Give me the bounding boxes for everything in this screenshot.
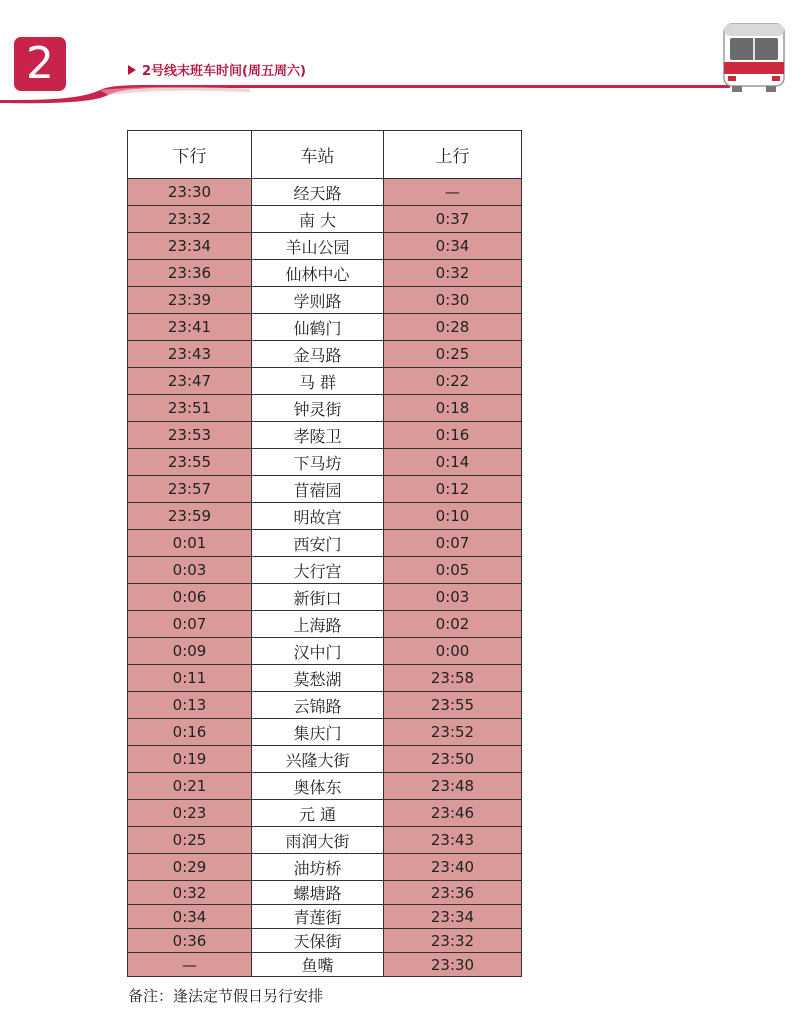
footnote: 备注：逢法定节假日另行安排 — [128, 987, 324, 1005]
down-time-cell: 0:01 — [128, 530, 252, 557]
down-time-cell: 23:57 — [128, 476, 252, 503]
table-row — [128, 341, 522, 368]
up-time-cell: 0:30 — [384, 287, 522, 314]
down-time-cell: 23:55 — [128, 449, 252, 476]
station-name-cell: 奥体东 — [252, 773, 384, 800]
station-name-cell: 天保街 — [252, 929, 384, 953]
column-header-up: 上行 — [384, 131, 522, 179]
table-row — [128, 929, 522, 953]
header-swoosh — [0, 80, 793, 104]
up-time-cell: 23:34 — [384, 905, 522, 929]
up-time-cell: 0:03 — [384, 584, 522, 611]
station-name-cell: 仙林中心 — [252, 260, 384, 287]
table-row — [128, 179, 522, 206]
table-row — [128, 854, 522, 881]
station-name-cell: 元 通 — [252, 800, 384, 827]
column-header-down: 下行 — [128, 131, 252, 179]
table-row — [128, 395, 522, 422]
up-time-cell: 0:10 — [384, 503, 522, 530]
up-time-cell: 23:43 — [384, 827, 522, 854]
station-name-cell: 鱼嘴 — [252, 953, 384, 977]
table-row — [128, 692, 522, 719]
table-row — [128, 287, 522, 314]
station-name-cell: 钟灵街 — [252, 395, 384, 422]
page-title-text: 2号线末班车时间(周五周六) — [142, 64, 306, 79]
table-row — [128, 422, 522, 449]
station-name-cell: 上海路 — [252, 611, 384, 638]
table-row — [128, 233, 522, 260]
down-time-cell: 23:47 — [128, 368, 252, 395]
down-time-cell: 0:36 — [128, 929, 252, 953]
station-name-cell: 金马路 — [252, 341, 384, 368]
down-time-cell: 0:13 — [128, 692, 252, 719]
table-row — [128, 665, 522, 692]
table-row — [128, 314, 522, 341]
up-time-cell: 0:18 — [384, 395, 522, 422]
up-time-cell: 23:36 — [384, 881, 522, 905]
up-time-cell: 0:37 — [384, 206, 522, 233]
down-time-cell: 0:29 — [128, 854, 252, 881]
table-row — [128, 530, 522, 557]
table-row — [128, 260, 522, 287]
table-row — [128, 449, 522, 476]
table-row — [128, 881, 522, 905]
station-name-cell: 仙鹤门 — [252, 314, 384, 341]
metro-train-icon — [720, 20, 790, 95]
down-time-cell: 23:32 — [128, 206, 252, 233]
table-row — [128, 368, 522, 395]
down-time-cell: 0:19 — [128, 746, 252, 773]
down-time-cell: 0:23 — [128, 800, 252, 827]
station-name-cell: 油坊桥 — [252, 854, 384, 881]
down-time-cell: 23:51 — [128, 395, 252, 422]
table-row — [128, 584, 522, 611]
table-row — [128, 638, 522, 665]
table-row — [128, 905, 522, 929]
down-time-cell: 23:34 — [128, 233, 252, 260]
table-row — [128, 611, 522, 638]
station-name-cell: 大行宫 — [252, 557, 384, 584]
table-row — [128, 476, 522, 503]
up-time-cell: 0:00 — [384, 638, 522, 665]
station-name-cell: 汉中门 — [252, 638, 384, 665]
down-time-cell: 0:11 — [128, 665, 252, 692]
up-time-cell: 23:30 — [384, 953, 522, 977]
station-name-cell: 兴隆大街 — [252, 746, 384, 773]
station-name-cell: 西安门 — [252, 530, 384, 557]
down-time-cell: — — [128, 953, 252, 977]
down-time-cell: 0:32 — [128, 881, 252, 905]
down-time-cell: 23:39 — [128, 287, 252, 314]
up-time-cell: 0:05 — [384, 557, 522, 584]
page-title — [128, 60, 306, 79]
down-time-cell: 0:25 — [128, 827, 252, 854]
station-name-cell: 学则路 — [252, 287, 384, 314]
down-time-cell: 23:41 — [128, 314, 252, 341]
table-row — [128, 719, 522, 746]
triangle-arrow-icon — [128, 65, 136, 75]
down-time-cell: 0:21 — [128, 773, 252, 800]
station-name-cell: 南 大 — [252, 206, 384, 233]
station-name-cell: 经天路 — [252, 179, 384, 206]
station-name-cell: 马 群 — [252, 368, 384, 395]
up-time-cell: 0:02 — [384, 611, 522, 638]
station-name-cell: 苜蓿园 — [252, 476, 384, 503]
station-name-cell: 明故宫 — [252, 503, 384, 530]
down-time-cell: 0:09 — [128, 638, 252, 665]
station-name-cell: 下马坊 — [252, 449, 384, 476]
up-time-cell: 23:55 — [384, 692, 522, 719]
up-time-cell: 23:32 — [384, 929, 522, 953]
column-header-station: 车站 — [252, 131, 384, 179]
station-name-cell: 羊山公园 — [252, 233, 384, 260]
table-row — [128, 503, 522, 530]
table-header-row — [128, 131, 522, 179]
down-time-cell: 0:03 — [128, 557, 252, 584]
station-name-cell: 孝陵卫 — [252, 422, 384, 449]
table-row — [128, 827, 522, 854]
station-name-cell: 新街口 — [252, 584, 384, 611]
table-row — [128, 953, 522, 977]
up-time-cell: 23:58 — [384, 665, 522, 692]
up-time-cell: 23:46 — [384, 800, 522, 827]
up-time-cell: 0:32 — [384, 260, 522, 287]
down-time-cell: 0:07 — [128, 611, 252, 638]
up-time-cell: 0:28 — [384, 314, 522, 341]
down-time-cell: 23:53 — [128, 422, 252, 449]
down-time-cell: 0:34 — [128, 905, 252, 929]
table-row — [128, 557, 522, 584]
down-time-cell: 0:16 — [128, 719, 252, 746]
up-time-cell: 0:22 — [384, 368, 522, 395]
last-train-timetable — [127, 130, 522, 977]
up-time-cell: 0:14 — [384, 449, 522, 476]
station-name-cell: 青莲街 — [252, 905, 384, 929]
table-row — [128, 773, 522, 800]
up-time-cell: 0:07 — [384, 530, 522, 557]
up-time-cell: 23:52 — [384, 719, 522, 746]
down-time-cell: 23:43 — [128, 341, 252, 368]
up-time-cell: 0:34 — [384, 233, 522, 260]
line-number-badge: 2 — [14, 37, 66, 91]
up-time-cell: 0:25 — [384, 341, 522, 368]
up-time-cell: 23:48 — [384, 773, 522, 800]
station-name-cell: 集庆门 — [252, 719, 384, 746]
station-name-cell: 云锦路 — [252, 692, 384, 719]
station-name-cell: 螺塘路 — [252, 881, 384, 905]
down-time-cell: 23:30 — [128, 179, 252, 206]
down-time-cell: 23:36 — [128, 260, 252, 287]
table-row — [128, 800, 522, 827]
up-time-cell: — — [384, 179, 522, 206]
table-row — [128, 206, 522, 233]
up-time-cell: 0:12 — [384, 476, 522, 503]
down-time-cell: 0:06 — [128, 584, 252, 611]
down-time-cell: 23:59 — [128, 503, 252, 530]
up-time-cell: 23:50 — [384, 746, 522, 773]
table-row — [128, 746, 522, 773]
up-time-cell: 0:16 — [384, 422, 522, 449]
station-name-cell: 雨润大街 — [252, 827, 384, 854]
up-time-cell: 23:40 — [384, 854, 522, 881]
station-name-cell: 莫愁湖 — [252, 665, 384, 692]
